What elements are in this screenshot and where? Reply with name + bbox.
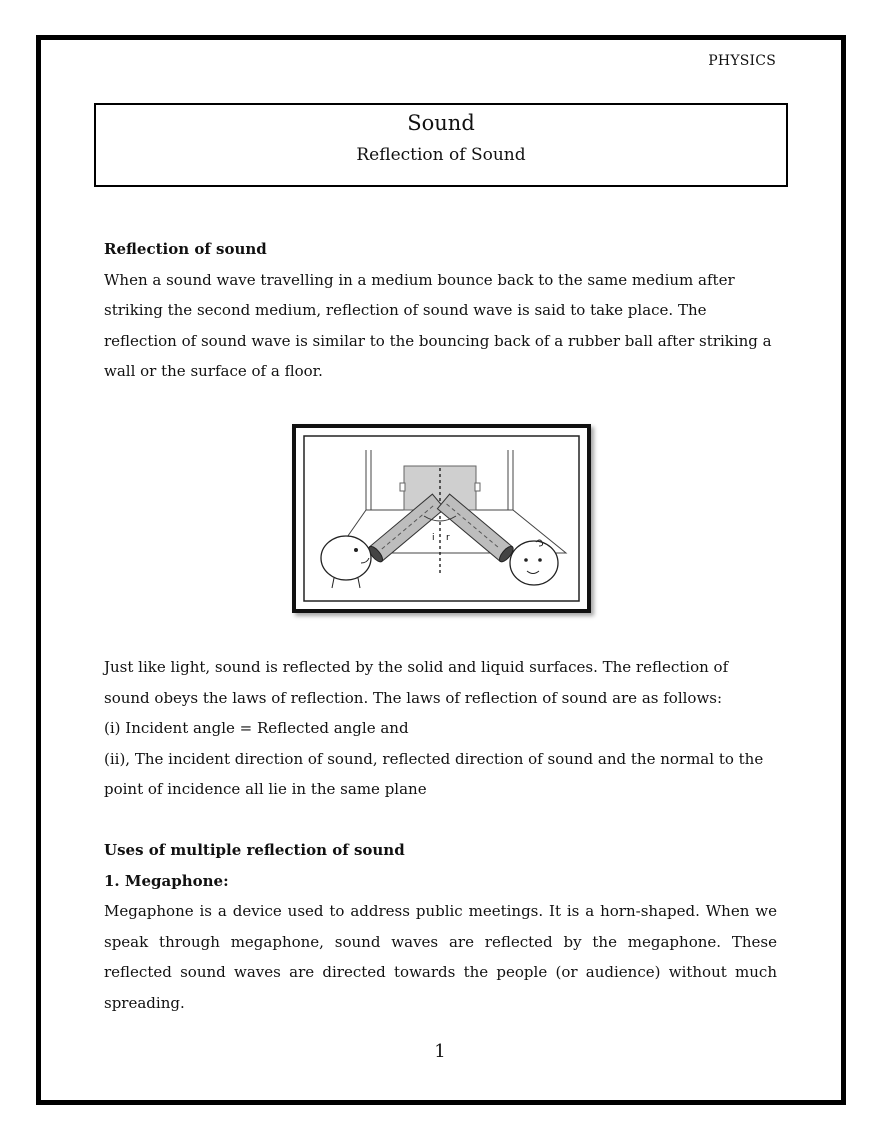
reflection-experiment-illustration bbox=[296, 428, 587, 609]
angle-i-label: i bbox=[432, 533, 435, 543]
reflection-figure bbox=[292, 424, 591, 613]
section-reflection bbox=[104, 234, 777, 387]
subheading-megaphone: 1. Megaphone: bbox=[104, 871, 229, 890]
paragraph-reflection: When a sound wave travelling in a medium bounce back to the same medium after striking the second medium, reflection of sound wave is said to take place. The reflection of sound wave is similar to the bouncing back of a rubber ball after striking a wall or the surface of a floor. bbox=[104, 270, 772, 380]
subject-header: PHYSICS bbox=[708, 53, 776, 69]
speaker-face-icon bbox=[321, 536, 371, 588]
law-1: (i) Incident angle = Reflected angle and bbox=[104, 719, 409, 737]
paragraph-laws-intro: Just like light, sound is reflected by the solid and liquid surfaces. The reflection of sound obeys the laws of reflection. The laws of reflection of sound are as follows: bbox=[104, 658, 729, 707]
page-title: Sound bbox=[407, 111, 475, 135]
angle-r-label: r bbox=[446, 533, 450, 543]
section-heading-reflection: Reflection of sound bbox=[104, 240, 267, 258]
page-subtitle: Reflection of Sound bbox=[356, 145, 526, 165]
listener-face-icon bbox=[510, 540, 558, 585]
law-2: (ii), The incident direction of sound, reflected direction of sound and the normal to the point of incidence all lie in the same plane bbox=[104, 749, 764, 798]
title-box bbox=[94, 103, 788, 187]
section-laws bbox=[104, 652, 777, 805]
section-uses bbox=[104, 835, 777, 1018]
paragraph-megaphone: Megaphone is a device used to address public meetings. It is a horn-shaped. When we speak through megaphone, sound waves are reflected by the megaphone. These reflected sound waves are directed towards the people (or audience) without much spreading. bbox=[104, 902, 777, 1012]
page-number: 1 bbox=[434, 1041, 446, 1062]
section-heading-uses: Uses of multiple reflection of sound bbox=[104, 841, 405, 859]
